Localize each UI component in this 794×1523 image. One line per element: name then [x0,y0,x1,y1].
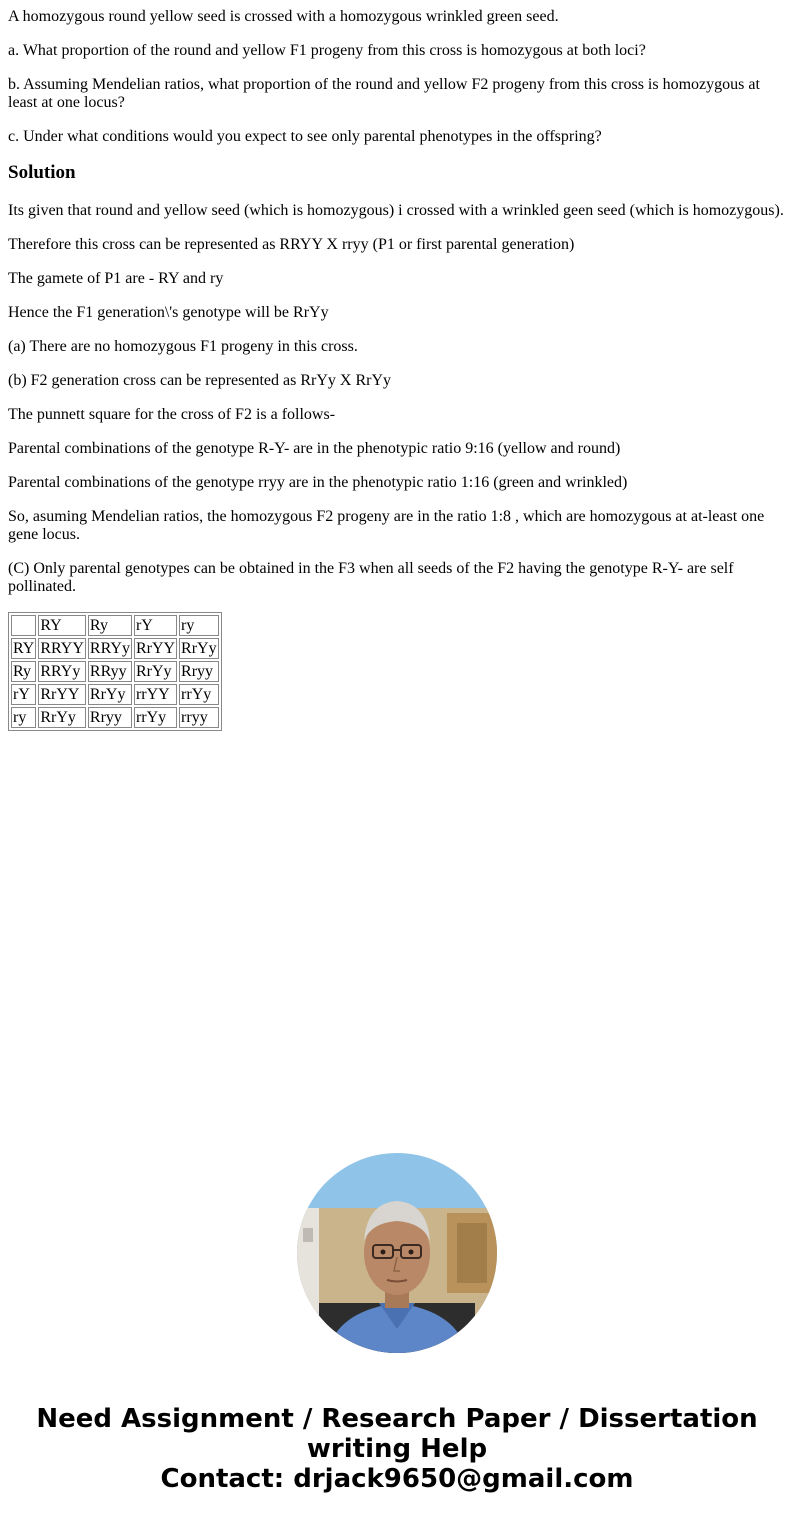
solution-paragraph: Parental combinations of the genotype rryy are in the phenotypic ratio 1:16 (green and wrinkled) [8,474,628,491]
table-row [11,707,219,728]
table-cell: RrYy [88,684,132,705]
solution-paragraph: Parental combinations of the genotype R-Y- are in the phenotypic ratio 9:16 (yellow and round) [8,440,621,457]
table-cell: RrYY [38,684,86,705]
table-cell: RRYY [40,640,84,657]
table-cell: Ry [11,661,36,682]
solution-paragraph: (b) F2 generation cross can be represented as RrYy X RrYy [8,372,391,389]
avatar [297,1153,497,1353]
footer-line: Need Assignment / Research Paper / Dissertation [36,1404,758,1434]
table-cell: RRYy [89,640,130,657]
table-cell [11,615,36,636]
table-cell: rY [11,684,36,705]
table-cell: RY [38,615,86,636]
question-part-a: a. What proportion of the round and yellow F1 progeny from this cross is homozygous at both loci? [8,42,646,59]
table-cell: rryy [179,707,219,728]
table-cell: Rryy [179,661,219,682]
table-row [11,661,219,682]
solution-heading: Solution [8,162,76,183]
table-cell: rrYy [134,707,177,728]
footer-line: writing Help [306,1434,488,1464]
table-cell: ry [11,707,36,728]
table-cell: ry [179,615,219,636]
solution-paragraph: Hence the F1 generation\'s genotype will be RrYy [8,304,329,321]
table-cell: rrYY [134,684,177,705]
question-part-c: c. Under what conditions would you expect to see only parental phenotypes in the offspring? [8,128,602,145]
table-cell: rrYy [179,684,219,705]
question-intro: A homozygous round yellow seed is crossed with a homozygous wrinkled green seed. [8,8,559,25]
table-cell: RRyy [88,661,132,682]
solution-paragraph: The gamete of P1 are - RY and ry [8,270,224,287]
table-cell: Ry [88,615,132,636]
solution-paragraph: (a) There are no homozygous F1 progeny in this cross. [8,338,358,355]
document-content [8,0,786,731]
table-cell: RrYy [181,640,217,657]
punnett-square-table [8,612,222,731]
contact-banner [0,1404,794,1494]
table-header-row [11,615,219,636]
solution-paragraph: Its given that round and yellow seed (which is homozygous) i crossed with a wrinkled geen seed (which is homozygous). [8,202,784,219]
table-row [11,684,219,705]
table-cell: RrYy [134,661,177,682]
solution-paragraph: So, asuming Mendelian ratios, the homozygous F2 progeny are in the ratio 1:8 , which are homozygous at at-least one gene locus. [8,508,765,543]
table-cell: Rryy [88,707,132,728]
table-cell: RRYy [38,661,86,682]
table-cell: RrYY [135,640,176,657]
table-cell: RrYy [38,707,86,728]
footer-contact: Contact: drjack9650@gmail.com [160,1464,634,1494]
solution-paragraph: The punnett square for the cross of F2 is a follows- [8,406,336,423]
table-cell: RY [13,640,35,657]
person-portrait-icon [297,1153,497,1353]
solution-paragraph: Therefore this cross can be represented as RRYY X rryy (P1 or first parental generation) [8,236,575,253]
table-cell: rY [134,615,177,636]
question-part-b: b. Assuming Mendelian ratios, what proportion of the round and yellow F2 progeny from this cross is homozygous at least at one locus? [8,76,760,111]
table-row [11,638,219,659]
solution-paragraph: (C) Only parental genotypes can be obtained in the F3 when all seeds of the F2 having the genotype R-Y- are self pollinated. [8,560,734,595]
